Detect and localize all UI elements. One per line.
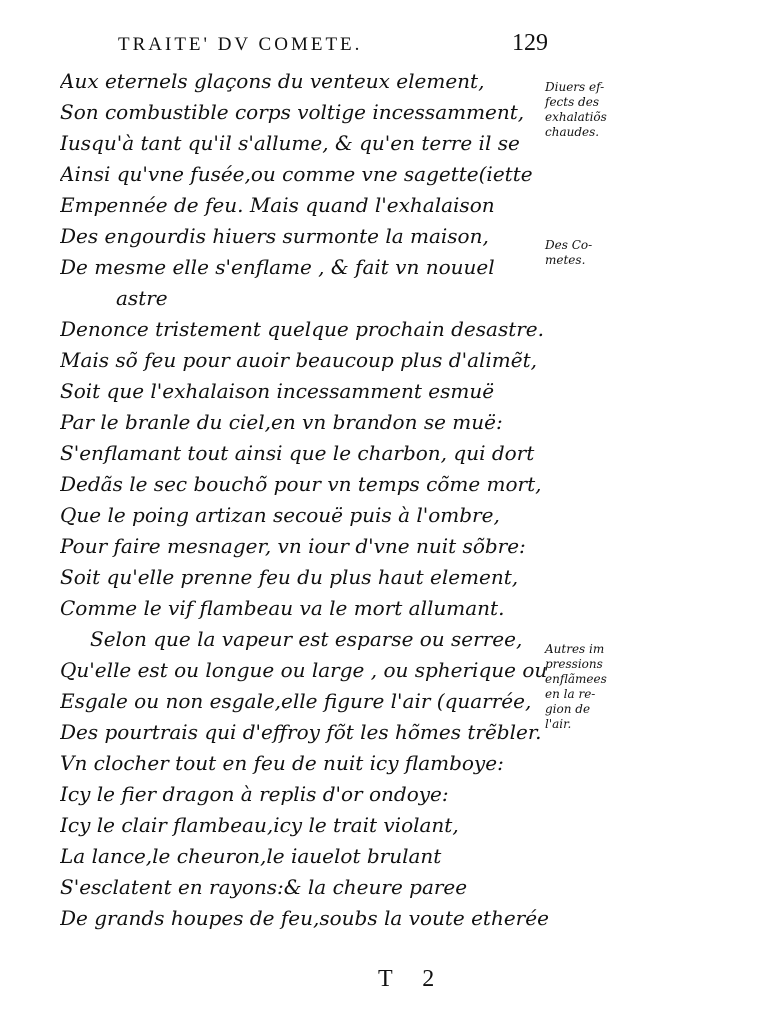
verse-line: S'esclatent en rayons:& la cheure paree [60,875,468,899]
margin-note-line: Diuers ef- [545,80,605,94]
margin-note-line: Des Co- [545,238,593,252]
verse-line: astre [116,286,168,310]
margin-note-line: chaudes. [545,125,600,139]
verse-line: De mesme elle s'enflame , & fait vn nouuel [60,255,495,279]
verse-line: Esgale ou non esgale,elle figure l'air (quarrée, [60,689,532,713]
signature-mark: T 2 [378,966,447,992]
page-number: 129 [512,30,548,56]
margin-note-line: fects des [545,95,599,109]
verse-line: Ainsi qu'vne fusée,ou comme vne sagette(iette [60,162,533,186]
verse-line: S'enflamant tout ainsi que le charbon, qui dort [60,441,535,465]
verse-line: Par le branle du ciel,en vn brandon se muë: [60,410,503,434]
margin-note-line: pressions [545,657,603,671]
verse-line: Qu'elle est ou longue ou large , ou spherique ou [60,658,548,682]
margin-note-diuers-effects [545,80,635,140]
verse-line: Icy le fier dragon à replis d'or ondoye: [60,782,449,806]
verse-line: Mais sõ feu pour auoir beaucoup plus d'alimẽt, [60,348,538,372]
verse-line: Que le poing artizan secouë puis à l'ombre, [60,503,500,527]
verse-line: Iusqu'à tant qu'il s'allume, & qu'en terre il se [60,131,520,155]
running-head [118,30,548,64]
verse-line: De grands houpes de feu,soubs la voute etherée [60,906,549,930]
verse-line: Soit qu'elle prenne feu du plus haut element, [60,565,519,589]
verse-line: Son combustible corps voltige incessamment, [60,100,525,124]
verse-text-block [60,66,550,934]
verse-line: Pour faire mesnager, vn iour d'vne nuit sõbre: [60,534,526,558]
running-head-title: TRAITE' DV COMETE. [118,34,363,55]
verse-line: Des pourtrais qui d'effroy fõt les hõmes trẽbler. [60,720,542,744]
verse-line: Dedãs le sec bouchõ pour vn temps cõme mort, [60,472,542,496]
margin-note-line: gion de [545,702,591,716]
verse-line: Comme le vif flambeau va le mort allumant. [60,596,505,620]
verse-line: Empennée de feu. Mais quand l'exhalaison [60,193,495,217]
verse-line: Soit que l'exhalaison incessamment esmuë [60,379,495,403]
verse-line: Des engourdis hiuers surmonte la maison, [60,224,489,248]
verse-line: Icy le clair flambeau,icy le trait violant, [60,813,459,837]
verse-line: Aux eternels glaçons du venteux element, [60,69,485,93]
verse-line: La lance,le cheuron,le iauelot brulant [60,844,442,868]
margin-note-line: metes. [545,253,586,267]
margin-note-line: exhalatiõs [545,110,607,124]
verse-line: Selon que la vapeur est esparse ou serree, [90,627,523,651]
margin-note-line: enflãmees [545,672,607,686]
verse-line: Denonce tristement quelque prochain desastre. [60,317,544,341]
verse-line: Vn clocher tout en feu de nuit icy flamboye: [60,751,504,775]
margin-note-line: en la re- [545,687,596,701]
margin-note-line: l'air. [545,717,572,731]
margin-note-autres-impressions [545,642,635,732]
margin-note-line: Autres im [545,642,605,656]
margin-note-des-cometes [545,238,635,268]
